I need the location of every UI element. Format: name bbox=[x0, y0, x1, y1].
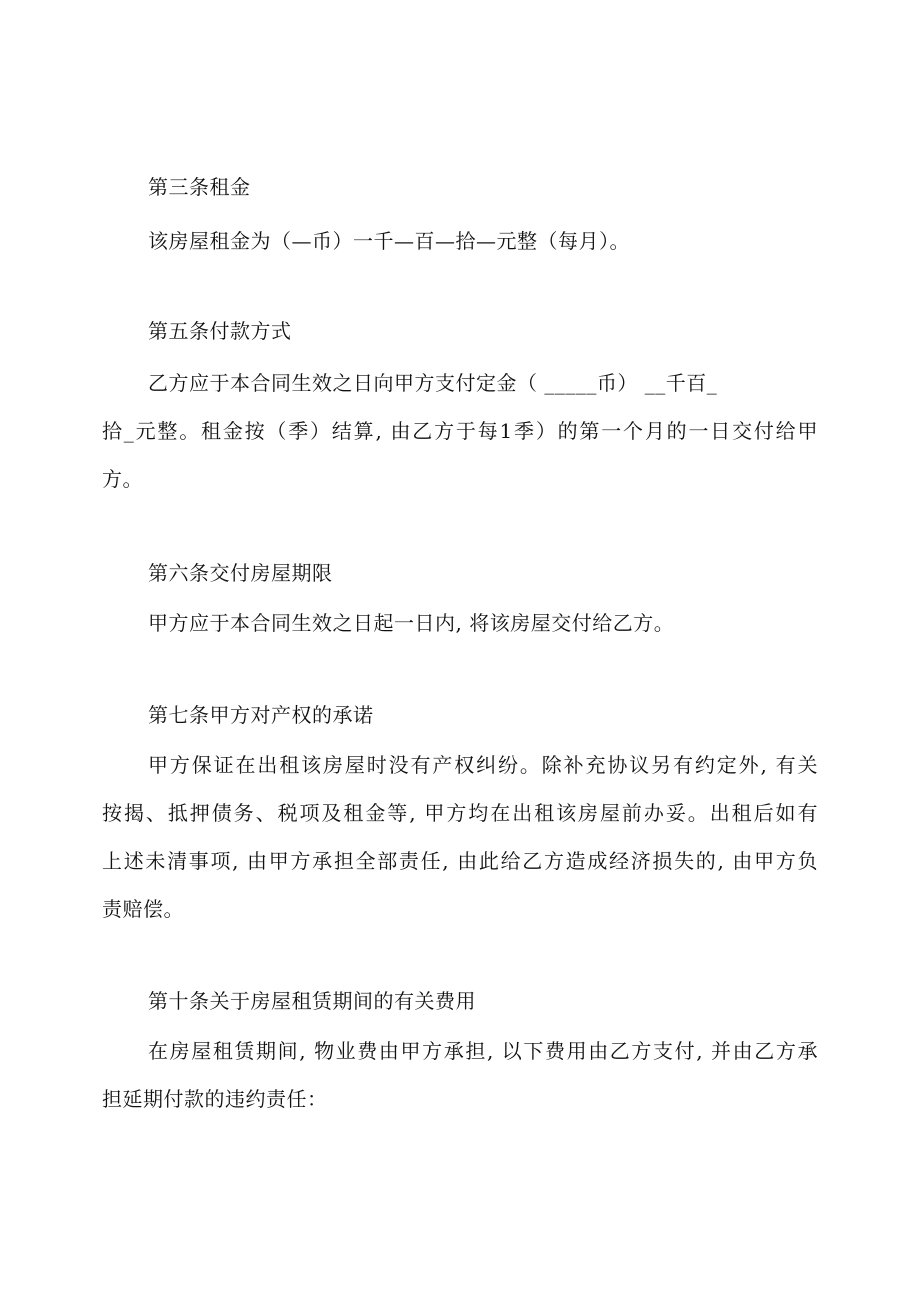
article-7-line-1: 甲方保证在出租该房屋时没有产权纠纷。除补充协议另有约定外, 有关 bbox=[148, 753, 818, 777]
article-7-line-4: 责赔偿。 bbox=[102, 897, 184, 921]
article-7-line-3: 上述未清事项, 由甲方承担全部责任, 由此给乙方造成经济损失的, 由甲方负 bbox=[102, 849, 818, 873]
article-10-line-2: 担延期付款的违约责任： bbox=[102, 1087, 328, 1111]
article-6-line-1: 甲方应于本合同生效之日起一日内, 将该房屋交付给乙方。 bbox=[148, 611, 675, 635]
article-7-line-2: 按揭、抵押债务、税项及租金等, 甲方均在出租该房屋前办妥。出租后如有 bbox=[102, 801, 818, 825]
article-5-line-1: 乙方应于本合同生效之日向甲方支付定金（ _____币） __千百_ bbox=[148, 371, 718, 395]
article-5-line-2: 拾_元整。租金按（季）结算, 由乙方于每1季）的第一个月的一日交付给甲 bbox=[102, 419, 818, 443]
article-3-line-1: 该房屋租金为（—币）一千—百—拾—元整（每月）。 bbox=[148, 229, 630, 253]
article-10-heading: 第十条关于房屋租赁期间的有关费用 bbox=[148, 989, 476, 1013]
article-6-heading: 第六条交付房屋期限 bbox=[148, 561, 333, 585]
article-3-heading: 第三条租金 bbox=[148, 175, 251, 199]
article-5-heading: 第五条付款方式 bbox=[148, 319, 292, 343]
article-10-line-1: 在房屋租赁期间, 物业费由甲方承担, 以下费用由乙方支付, 并由乙方承 bbox=[148, 1039, 818, 1063]
article-5-line-3: 方。 bbox=[102, 467, 143, 491]
article-7-heading: 第七条甲方对产权的承诺 bbox=[148, 703, 374, 727]
